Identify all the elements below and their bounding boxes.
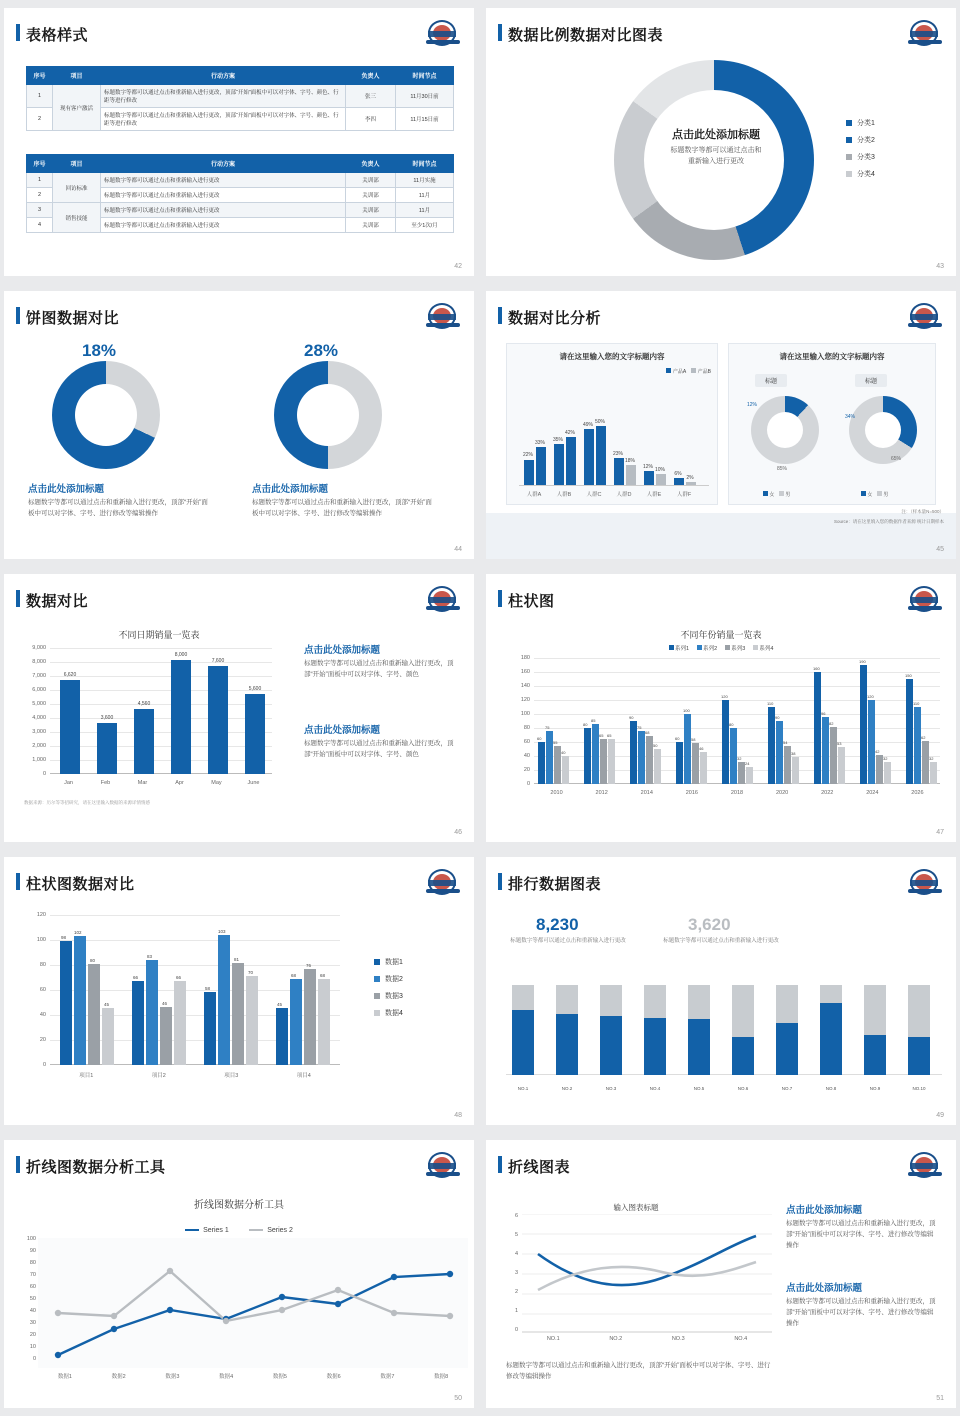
slide-pie-comparison <box>4 291 474 559</box>
rank-bar <box>644 985 666 1075</box>
th-time: 时间节点 <box>396 67 454 85</box>
rank-bar <box>864 985 886 1075</box>
legend-item: 分类3 <box>846 152 875 162</box>
brand-logo-icon <box>426 301 460 331</box>
brand-logo-icon <box>908 867 942 897</box>
donut-panel: 请在这里输入您的文字标题内容 标题 标题 12% 85% 34% 65% 女 男 女 男 <box>728 343 936 505</box>
table-row: 4 标题数字等都可以通过点击和重新输入进行更改 关训部 至少1次/月 <box>27 218 454 233</box>
title-accent-bar <box>498 1156 502 1173</box>
x-axis-labels: 2010 2012 2014 2016 2018 2020 2022 2024 2026 <box>550 790 924 796</box>
subtitle-2: 点击此处添加标题 <box>252 484 329 495</box>
slide-line-analysis-tool <box>4 1140 474 1408</box>
chart-title: 输入图表标题 <box>613 1203 659 1212</box>
legend-item: Series 1 <box>185 1227 229 1234</box>
subtitle-1: 点击此处添加标题 <box>304 645 381 656</box>
legend: 产品A 产品B <box>666 368 711 375</box>
slide-table-style <box>4 8 474 276</box>
rank-bar <box>688 985 710 1075</box>
page-title: 饼图数据对比 <box>26 310 120 327</box>
bar-panel <box>506 343 718 505</box>
page-number: 49 <box>936 1112 944 1119</box>
rank-bar <box>556 985 578 1075</box>
note-1: 注：（样本量N=500） <box>901 509 944 514</box>
title-accent-bar <box>498 307 502 324</box>
panel-title: 请在这里输入您的文字标题内容 <box>779 352 885 361</box>
plot-area: 60 75 55 40 80 85 65 65 90 75 68 50 60 100 58 46 120 80 32 24 110 90 54 38 160 96 82 53 190 120 42 32 150 110 62 32 <box>534 658 940 786</box>
stat-value-2: 3,620 <box>688 915 731 934</box>
title-accent-bar <box>16 590 20 607</box>
desc-1: 标题数字等都可以通过点击和重新输入进行更改，顶部“开始”面板中可以对字体、字号、颜色 <box>304 660 454 679</box>
legend <box>4 1218 474 1236</box>
rank-bar <box>908 985 930 1075</box>
table-header-row <box>27 67 454 85</box>
table-header-row: 序号 项目 行动方案 负责人 时间节点 <box>27 155 454 173</box>
page-title: 排行数据图表 <box>508 876 602 893</box>
table-row: 2 标题数字等都可以通过点击和重新输入进行更改 关训部 11月 <box>27 188 454 203</box>
legend-item: 数据4 <box>374 1008 403 1018</box>
panel-title: 请在这里输入您的文字标题内容 <box>559 352 665 361</box>
merged-cell: 销售技能 <box>53 203 101 233</box>
legend-item: 数据1 <box>374 957 403 967</box>
subtitle-2: 点击此处添加标题 <box>786 1283 863 1294</box>
plot-area: 6,620 3,600 4,560 8,000 7,600 5,600 <box>50 648 272 776</box>
legend-item: 分类4 <box>846 169 875 179</box>
chart-title: 折线图数据分析工具 <box>194 1200 284 1211</box>
plot-area: NO.1 NO.2 NO.3 NO.4 NO.5 NO.6 NO.7 NO.8 NO.9 NO.10 <box>506 977 942 1097</box>
slide-column-chart <box>486 574 956 842</box>
rank-bar <box>820 985 842 1075</box>
page-number: 51 <box>936 1395 944 1402</box>
chart-title: 不同日期销量一览表 <box>118 630 200 640</box>
x-axis-labels: 数据1 数据2 数据3 数据4 数据5 数据6 数据7 数据8 <box>57 1374 449 1380</box>
table-row: 2 标题数字等都可以通过点击和重新输入进行更改，顶部“开始”面板中可以对字体、字号、颜色、行距等进行修改 李四 11月15日前 <box>27 108 454 131</box>
th-no: 序号 <box>27 67 53 85</box>
chart-footnote: 数据来源：历尔等等招研究，请在这里输入数据的来源详情情感 <box>24 800 150 805</box>
legend: 女 男 <box>763 491 790 498</box>
rank-bar <box>512 985 534 1075</box>
brand-logo-icon <box>908 1150 942 1180</box>
donut-center-label: 点击此处添加标题 标题数字等都可以通过点击和 重新输入进行更改 <box>670 129 762 165</box>
table-row: 3 销售技能 标题数字等都可以通过点击和重新输入进行更改 关训部 11月 <box>27 203 454 218</box>
donut-label-1: 标题 <box>755 374 787 387</box>
brand-logo-icon <box>426 584 460 614</box>
chart-title: 不同年份销量一览表 <box>680 630 762 640</box>
plot-area: 22% 33% 35% 42% 49% 50% 23% 18% 12% 10% 6% 2% <box>519 384 709 486</box>
y-axis: 120 100 80 60 40 20 0 <box>36 912 46 1068</box>
table-two <box>26 154 454 233</box>
subtitle-2: 点击此处添加标题 <box>304 725 381 736</box>
brand-logo-icon <box>908 18 942 48</box>
page-title: 数据对比分析 <box>508 310 602 327</box>
subtitle-1: 点击此处添加标题 <box>786 1205 863 1216</box>
page-title: 折线图表 <box>508 1159 571 1176</box>
page-title: 柱状图数据对比 <box>26 876 135 893</box>
title-accent-bar <box>498 590 502 607</box>
desc-2: 标题数字等都可以通过点击和重新输入进行更改，顶部“开始”面板中可以对字体、字号、进行修改等编辑操作 <box>786 1298 936 1328</box>
y-axis: 9,000 8,000 7,000 6,000 5,000 4,000 3,000 2,000 1,000 0 <box>32 645 46 777</box>
plot-area: 98 102 80 45 66 83 46 66 58 103 81 70 45 68 76 68 <box>50 915 340 1067</box>
table-row: 1 回访标准 标题数字等都可以通过点击和重新输入进行更改 关训部 11月实施 <box>27 173 454 188</box>
slide-ratio-comparison <box>486 8 956 276</box>
brand-logo-icon <box>426 867 460 897</box>
rank-bar <box>600 985 622 1075</box>
y-axis: 100 90 80 70 60 50 40 30 20 10 0 <box>26 1236 36 1362</box>
line-chart-plot <box>522 1214 772 1334</box>
title-accent-bar <box>498 24 502 41</box>
legend-item: 数据2 <box>374 974 403 984</box>
page-title: 数据比例数据对比图表 <box>508 27 664 44</box>
title-accent-bar <box>16 24 20 41</box>
slide-ranking-chart <box>486 857 956 1125</box>
legend <box>374 957 403 1025</box>
th-item: 项目 <box>53 67 101 85</box>
legend: 系列1 系列2 系列3 系列4 <box>486 644 956 652</box>
rank-bar <box>776 985 798 1075</box>
slide-comparison-analysis <box>486 291 956 559</box>
legend <box>846 118 875 186</box>
x-axis-labels: NO.1 NO.2 NO.3 NO.4 <box>546 1336 748 1342</box>
page-title: 折线图数据分析工具 <box>26 1159 166 1176</box>
page-number: 50 <box>454 1395 462 1402</box>
chart-footnote: 标题数字等都可以通过点击和重新输入进行更改，顶部“开始”面板中可以对字体、字号、进行修改等编辑操作 <box>506 1362 771 1381</box>
y-axis: 180 160 140 120 100 80 60 40 20 0 <box>520 655 530 787</box>
stat-desc-2: 标题数字等都可以通过点击和重新输入进行更改 <box>663 938 779 944</box>
page-number: 42 <box>454 263 462 270</box>
brand-logo-icon <box>426 18 460 48</box>
donut-label-2: 标题 <box>855 374 887 387</box>
legend-item: 数据3 <box>374 991 403 1001</box>
desc-1: 标题数字等都可以通过点击和重新输入进行更改，顶部“开始”面板中可以对字体、字号、进行修改等编辑操作 <box>28 499 208 518</box>
stat-desc-1: 标题数字等都可以通过点击和重新输入进行更改 <box>510 938 626 944</box>
donut-chart-gender-2 <box>849 396 917 464</box>
donut-chart-gender-1 <box>751 396 819 464</box>
page-number: 43 <box>936 263 944 270</box>
title-accent-bar <box>16 1156 20 1173</box>
donut-chart-2 <box>274 361 382 469</box>
page-number: 46 <box>454 829 462 836</box>
brand-logo-icon <box>426 1150 460 1180</box>
merged-cell: 回访标准 <box>53 173 101 203</box>
note-2: Source：请在这里填入您的数据作者来源 统计日期样本 <box>833 519 944 524</box>
y-axis: 6 5 4 3 2 1 0 <box>514 1213 518 1333</box>
pct-value-2: 28% <box>304 341 339 360</box>
subtitle-1: 点击此处添加标题 <box>28 484 105 495</box>
merged-cell: 现有客户激活 <box>53 85 101 131</box>
desc-2: 标题数字等都可以通过点击和重新输入进行更改，顶部“开始”面板中可以对字体、字号、进行修改等编辑操作 <box>252 499 432 518</box>
th-action: 行动方案 <box>101 67 346 85</box>
title-accent-bar <box>16 307 20 324</box>
page-number: 44 <box>454 546 462 553</box>
page-number: 45 <box>936 546 944 553</box>
title-accent-bar <box>16 873 20 890</box>
x-axis-labels: 项目1 项目2 项目3 项目4 <box>79 1073 311 1079</box>
donut-chart-1 <box>52 361 160 469</box>
page-title: 表格样式 <box>26 27 89 44</box>
brand-logo-icon <box>908 301 942 331</box>
slide-column-comparison <box>4 857 474 1125</box>
legend-item: 分类1 <box>846 118 875 128</box>
line-chart-plot <box>38 1238 468 1368</box>
slide-data-comparison <box>4 574 474 842</box>
legend-item: 分类2 <box>846 135 875 145</box>
legend-item: Series 2 <box>249 1227 293 1234</box>
table-one <box>26 66 454 131</box>
page-number: 48 <box>454 1112 462 1119</box>
desc-2: 标题数字等都可以通过点击和重新输入进行更改，顶部“开始”面板中可以对字体、字号、颜色 <box>304 740 454 759</box>
rank-bar <box>732 985 754 1075</box>
brand-logo-icon <box>908 584 942 614</box>
x-axis-labels: Jan Feb Mar Apr May June <box>64 780 260 786</box>
desc-1: 标题数字等都可以通过点击和重新输入进行更改，顶部“开始”面板中可以对字体、字号、进行修改等编辑操作 <box>786 1220 936 1250</box>
table-row: 1 现有客户激活 标题数字等都可以通过点击和重新输入进行更改，顶部“开始”面板中可以对字体、字号、颜色、行距等进行修改 张三 11月30日前 <box>27 85 454 108</box>
th-owner: 负责人 <box>346 67 396 85</box>
slide-line-chart <box>486 1140 956 1408</box>
page-number: 47 <box>936 829 944 836</box>
title-accent-bar <box>498 873 502 890</box>
page-title: 数据对比 <box>26 593 89 610</box>
stat-value-1: 8,230 <box>536 915 579 934</box>
legend: 女 男 <box>861 491 888 498</box>
x-axis-labels: 人群A 人群B 人群C 人群D 人群E 人群F <box>526 492 692 498</box>
page-title: 柱状图 <box>508 593 555 610</box>
pct-value-1: 18% <box>82 341 117 360</box>
